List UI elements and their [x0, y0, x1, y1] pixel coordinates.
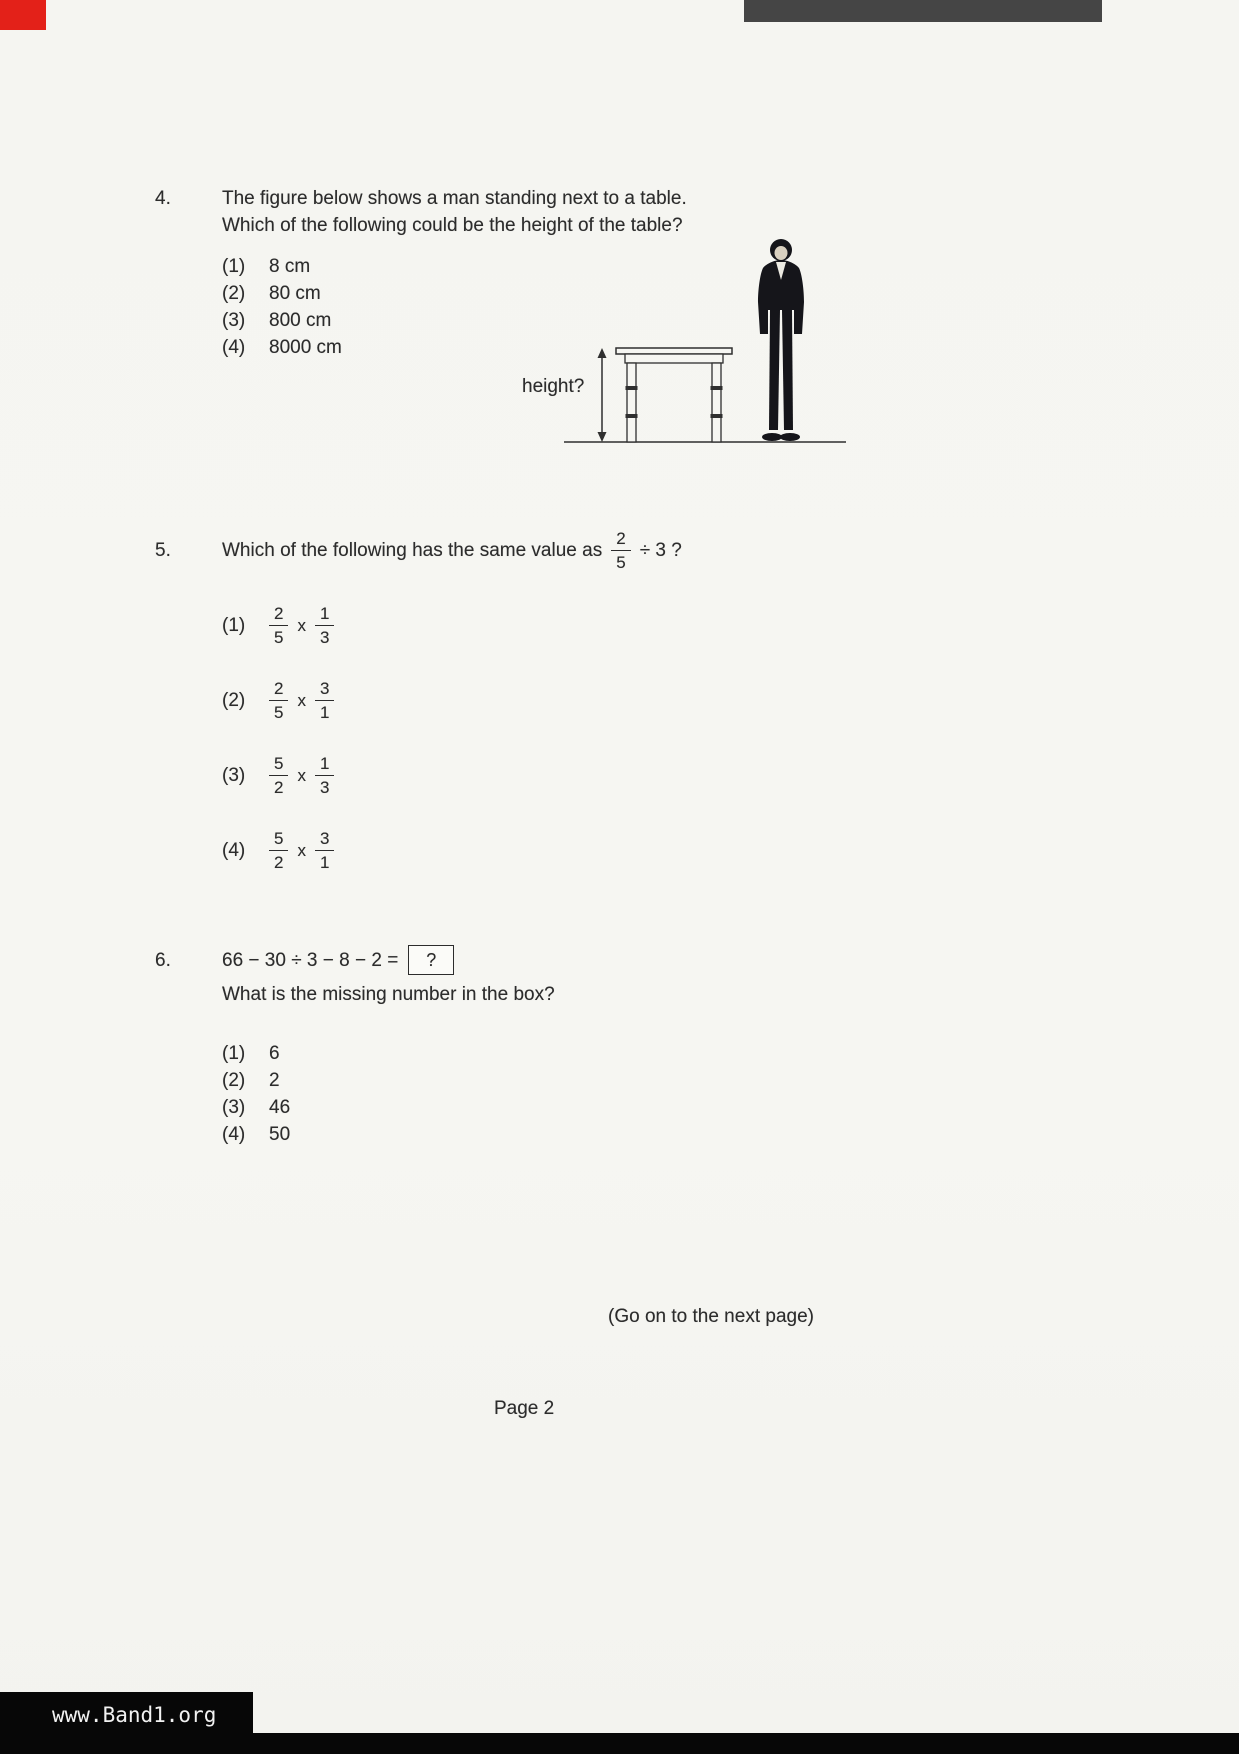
question-6: [155, 945, 935, 1148]
question-4-line2: Which of the following could be the height of the table?: [222, 215, 683, 236]
height-arrow: [598, 348, 607, 442]
option-value: 50: [269, 1124, 291, 1145]
option-value: 2: [269, 1070, 280, 1091]
q5-option-4: [222, 828, 935, 873]
q5-option-1: [222, 603, 935, 648]
fraction: $\frac{2}{5}$: [269, 603, 288, 648]
option-label: (2): [222, 690, 246, 711]
scan-bottom-edge: [0, 1733, 1239, 1754]
fraction: $\frac{2}{5}$: [611, 528, 630, 573]
equation-text: 66 − 30 ÷ 3 − 8 − 2 =: [222, 949, 399, 971]
option-label: (3): [222, 1097, 246, 1118]
multiply-sign: x: [297, 691, 306, 710]
table-drawing: [616, 348, 732, 442]
q5-option-2: [222, 678, 935, 723]
option-label: (3): [222, 765, 246, 786]
option-value: 6: [269, 1043, 280, 1064]
q6-option-2: [222, 1067, 935, 1094]
fraction: $\frac{1}{3}$: [315, 603, 334, 648]
missing-number-box: ?: [408, 945, 454, 975]
man-figure: [758, 239, 804, 441]
fraction: $\frac{3}{1}$: [315, 678, 334, 723]
page-number: Page 2: [494, 1398, 555, 1419]
option-label: (1): [222, 256, 246, 277]
option-label: (2): [222, 1070, 246, 1091]
option-value: 8 cm: [269, 256, 311, 277]
option-label: (1): [222, 1043, 246, 1064]
q6-option-4: [222, 1121, 935, 1148]
scan-dark-edge: [744, 0, 1102, 22]
question-4-number: 4.: [155, 188, 171, 209]
table-and-man-illustration: [516, 228, 848, 450]
fraction: $\frac{5}{2}$: [269, 753, 288, 798]
fraction: $\frac{3}{1}$: [315, 828, 334, 873]
question-6-text: What is the missing number in the box?: [222, 984, 555, 1005]
fraction: $\frac{1}{3}$: [315, 753, 334, 798]
q5-option-3: [222, 753, 935, 798]
option-value: 8000 cm: [269, 337, 342, 358]
option-label: (4): [222, 337, 246, 358]
option-value: 46: [269, 1097, 291, 1118]
fraction: $\frac{2}{5}$: [269, 678, 288, 723]
scan-red-mark: [0, 0, 46, 30]
q6-option-3: [222, 1094, 935, 1121]
multiply-sign: x: [297, 766, 306, 785]
question-6-number: 6.: [155, 949, 171, 971]
question-5-number: 5.: [155, 540, 171, 561]
prompt-text: Which of the following has the same value as: [222, 540, 603, 561]
option-label: (3): [222, 310, 246, 331]
option-value: 80 cm: [269, 283, 321, 304]
question-4-line1: The figure below shows a man standing next to a table.: [222, 188, 687, 209]
fraction: $\frac{5}{2}$: [269, 828, 288, 873]
option-label: (4): [222, 840, 246, 861]
q6-option-1: [222, 1040, 935, 1067]
q4-figure: [516, 228, 848, 450]
watermark: www.Band1.org: [0, 1692, 253, 1754]
option-label: (2): [222, 283, 246, 304]
height-question-label: height?: [522, 376, 585, 397]
option-label: (1): [222, 615, 246, 636]
question-5-prompt: [222, 528, 682, 573]
prompt-operator: ÷ 3 ?: [639, 540, 682, 561]
option-label: (4): [222, 1124, 246, 1145]
multiply-sign: x: [297, 616, 306, 635]
question-6-options: [222, 1040, 935, 1148]
question-5: [155, 528, 935, 873]
multiply-sign: x: [297, 841, 306, 860]
option-value: 800 cm: [269, 310, 332, 331]
go-on-note: (Go on to the next page): [608, 1306, 814, 1327]
